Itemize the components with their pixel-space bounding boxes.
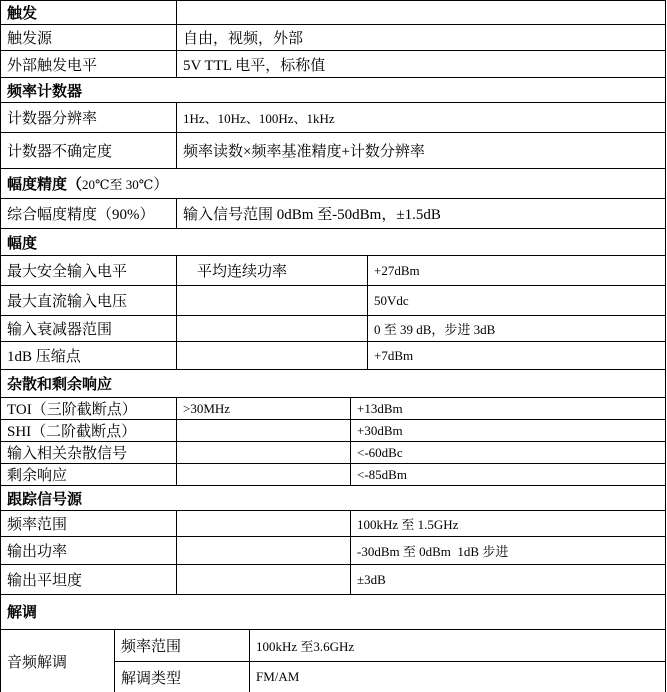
row-label: 综合幅度精度（90%） bbox=[0, 199, 177, 228]
row-condition bbox=[177, 464, 351, 485]
audio-demod-block bbox=[0, 630, 666, 692]
row-value: 5V TTL 电平，标称值 bbox=[177, 51, 666, 77]
row-label: 外部触发电平 bbox=[0, 51, 177, 77]
section-tracking bbox=[0, 486, 666, 511]
row-condition bbox=[177, 316, 368, 341]
table-row bbox=[0, 51, 666, 78]
audio-subrow-freq bbox=[115, 630, 666, 662]
row-label: 输出平坦度 bbox=[0, 565, 177, 594]
row-value: 100kHz 至 1.5GHz bbox=[351, 511, 666, 536]
section-title: 解调 bbox=[0, 595, 666, 629]
row-value: +30dBm bbox=[351, 420, 666, 441]
table-row bbox=[0, 25, 666, 51]
table-row bbox=[0, 420, 666, 442]
table-row bbox=[0, 342, 666, 370]
row-condition bbox=[177, 511, 351, 536]
row-value: 50Vdc bbox=[368, 286, 666, 315]
row-label: 输入衰减器范围 bbox=[0, 316, 177, 341]
section-title: 幅度 bbox=[0, 229, 666, 255]
section-spurious bbox=[0, 370, 666, 398]
section-title: 频率计数器 bbox=[0, 78, 666, 102]
section-amplitude bbox=[0, 229, 666, 256]
table-row bbox=[0, 537, 666, 565]
table-row bbox=[0, 464, 666, 486]
subrow-label: 解调类型 bbox=[115, 662, 250, 692]
row-value: 频率读数×频率基准精度+计数分辨率 bbox=[177, 133, 666, 168]
row-value: 1Hz、10Hz、100Hz、1kHz bbox=[177, 103, 666, 132]
table-row bbox=[0, 199, 666, 229]
table-row bbox=[0, 511, 666, 537]
row-condition bbox=[177, 565, 351, 594]
row-label: 频率范围 bbox=[0, 511, 177, 536]
audio-subrow-type bbox=[115, 662, 666, 692]
row-label: TOI（三阶截断点） bbox=[0, 398, 177, 419]
section-title: 跟踪信号源 bbox=[0, 486, 666, 510]
section-title-range: 20℃至 30℃ bbox=[82, 177, 154, 192]
section-demod bbox=[0, 595, 666, 630]
row-label: 音频解调 bbox=[0, 630, 115, 692]
row-value: -30dBm 至 0dBm 1dB 步进 bbox=[351, 537, 666, 564]
row-condition bbox=[177, 342, 368, 369]
subrow-label: 频率范围 bbox=[115, 630, 250, 661]
section-trigger bbox=[0, 0, 666, 25]
row-label: 1dB 压缩点 bbox=[0, 342, 177, 369]
table-row bbox=[0, 565, 666, 595]
section-counter bbox=[0, 78, 666, 103]
section-title bbox=[0, 169, 666, 198]
empty-cell bbox=[177, 0, 666, 24]
section-amplitude-accuracy bbox=[0, 169, 666, 199]
row-value: 0 至 39 dB，步进 3dB bbox=[368, 316, 666, 341]
row-condition: >30MHz bbox=[177, 398, 351, 419]
section-title: 触发 bbox=[0, 0, 177, 24]
row-label: 触发源 bbox=[0, 25, 177, 50]
row-condition bbox=[177, 537, 351, 564]
table-row bbox=[0, 398, 666, 420]
row-label: SHI（二阶截断点） bbox=[0, 420, 177, 441]
row-label: 最大直流输入电压 bbox=[0, 286, 177, 315]
table-row bbox=[0, 442, 666, 464]
row-condition: 平均连续功率 bbox=[177, 256, 368, 285]
row-label: 计数器分辨率 bbox=[0, 103, 177, 132]
table-row bbox=[0, 133, 666, 169]
section-title: 杂散和剩余响应 bbox=[0, 370, 666, 397]
row-label: 计数器不确定度 bbox=[0, 133, 177, 168]
row-condition bbox=[177, 442, 351, 463]
subrow-value: 100kHz 至3.6GHz bbox=[250, 630, 666, 661]
table-row bbox=[0, 256, 666, 286]
section-title-close: ） bbox=[153, 177, 169, 193]
row-value: +27dBm bbox=[368, 256, 666, 285]
table-row bbox=[0, 316, 666, 342]
row-value: 输入信号范围 0dBm 至-50dBm，±1.5dB bbox=[177, 199, 666, 228]
table-row bbox=[0, 286, 666, 316]
row-value: +7dBm bbox=[368, 342, 666, 369]
row-label: 剩余响应 bbox=[0, 464, 177, 485]
row-condition bbox=[177, 420, 351, 441]
table-row bbox=[0, 103, 666, 133]
subrow-value: FM/AM bbox=[250, 662, 666, 692]
row-condition bbox=[177, 286, 368, 315]
row-value: 自由，视频，外部 bbox=[177, 25, 666, 50]
row-value: <-60dBc bbox=[351, 442, 666, 463]
row-label: 最大安全输入电平 bbox=[0, 256, 177, 285]
row-label: 输出功率 bbox=[0, 537, 177, 564]
row-label: 输入相关杂散信号 bbox=[0, 442, 177, 463]
section-title-text: 幅度精度（ bbox=[7, 177, 83, 193]
row-value: +13dBm bbox=[351, 398, 666, 419]
row-value: <-85dBm bbox=[351, 464, 666, 485]
row-value: ±3dB bbox=[351, 565, 666, 594]
